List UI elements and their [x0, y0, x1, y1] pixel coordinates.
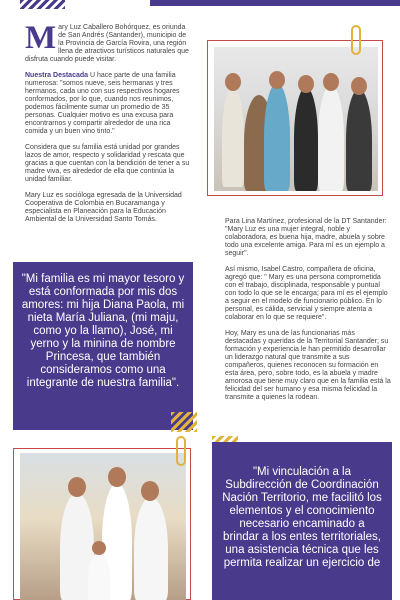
intro-text-2: U hace parte de una familia numerosa: "somos nueve, seis hermanas y tres hermanos, cada uno con sus respectivos hogares conformados, por lo que, cuando nos reunimos, podemos fácilmente sumar un promedio de 35 personas. Cualquier motivo es una excusa para encontrarnos y compartir alrededor de una rica comida y un buen vino tinto." — [25, 72, 180, 135]
family-photo — [20, 453, 186, 600]
right-paragraph-2: Así mismo, Isabel Castro, compañera de oficina, agregó que: " Mary es una persona comprometida con el trabajo, disciplinada, responsable y puntual con todo lo que se le encarga; para mí es el ejemplo a seguir en el modelo de funcionario público. En lo personal, es cálida, servicial y siempre atenta a colaborar en lo que se requiere". — [225, 266, 388, 321]
group-photo — [214, 47, 378, 191]
quote-box-2 — [212, 442, 392, 600]
paperclip-icon-2 — [176, 436, 186, 466]
top-bar-decoration — [150, 0, 400, 6]
drop-cap: M — [25, 20, 57, 56]
right-paragraph-3: Hoy, Mary es una de las funcionarias más destacadas y queridas de la Territorial Santander; su formación y experiencia le han permitido desarrollar un liderazgo natural que transmite a sus compañeros, quienes reconocen su formación en esta área, pero, sobre todo, es la abuela y madre amorosa que tiene muy claro que en la familia está la felicidad del ser humano y esa misma felicidad la transmite a quienes la rodean. — [225, 330, 391, 401]
quote-box-1 — [13, 262, 193, 430]
lead-label: Nuestra Destacada — [25, 72, 89, 79]
intro-paragraph-3: Considera que su familia está unidad por grandes lazos de amor, respecto y solidaridad y rescata que gracias a que cuentan con la bendición de tener a su madre viva, es alrededor de ella que continúa la unidad familiar. — [25, 144, 190, 183]
right-paragraph-1: Para Lina Martínez, profesional de la DT Santander: "Mary Luz es una mujer integral, noble y colaboradora, es buena hija, madre, abuela y sobre todo una excelente amiga. Para mí es un ejemplo a seguir". — [225, 218, 387, 257]
quote-2-text: "Mi vinculación a la Subdirección de Coordinación Nación Territorio, me facilitó los elementos y el conocimiento necesario encaminado a brindar a los entes territoriales, una asistencia técnica que les permita realizar un ejercicio de — [222, 466, 382, 569]
intro-paragraph-4: Mary Luz es socióloga egresada de la Universidad Cooperativa de Colombia en Bucaramanga y especialista en Planeación para la Educación Ambiental de la Universidad Santo Tomás. — [25, 192, 182, 223]
quote-1-text: "Mi familia es mi mayor tesoro y está conformada por mis dos amores: mi hija Diana Paola, mi nieta María Juliana, (mi maju, como yo la llamo), José, mi yerno y la minina de nombre Princesa, que también consideramos como una integrante de nuestra familia". — [21, 273, 185, 389]
intro-text-1: ary Luz Caballero Bohórquez, es oriunda de San Andrés (Santander), municipio de la Provincia de García Rovira, una región llena de atractivos turísticos naturales que disfruta cuando puede visitar. — [25, 24, 189, 63]
top-stripe-decoration — [20, 0, 65, 9]
intro-column — [25, 20, 193, 232]
right-column — [225, 218, 391, 410]
intro-paragraph-1 — [25, 20, 193, 64]
group-photo-frame — [207, 40, 383, 196]
corner-stripe-decoration — [171, 412, 197, 432]
intro-paragraph-2 — [25, 72, 193, 136]
family-photo-frame — [13, 448, 191, 600]
paperclip-icon — [351, 25, 361, 55]
